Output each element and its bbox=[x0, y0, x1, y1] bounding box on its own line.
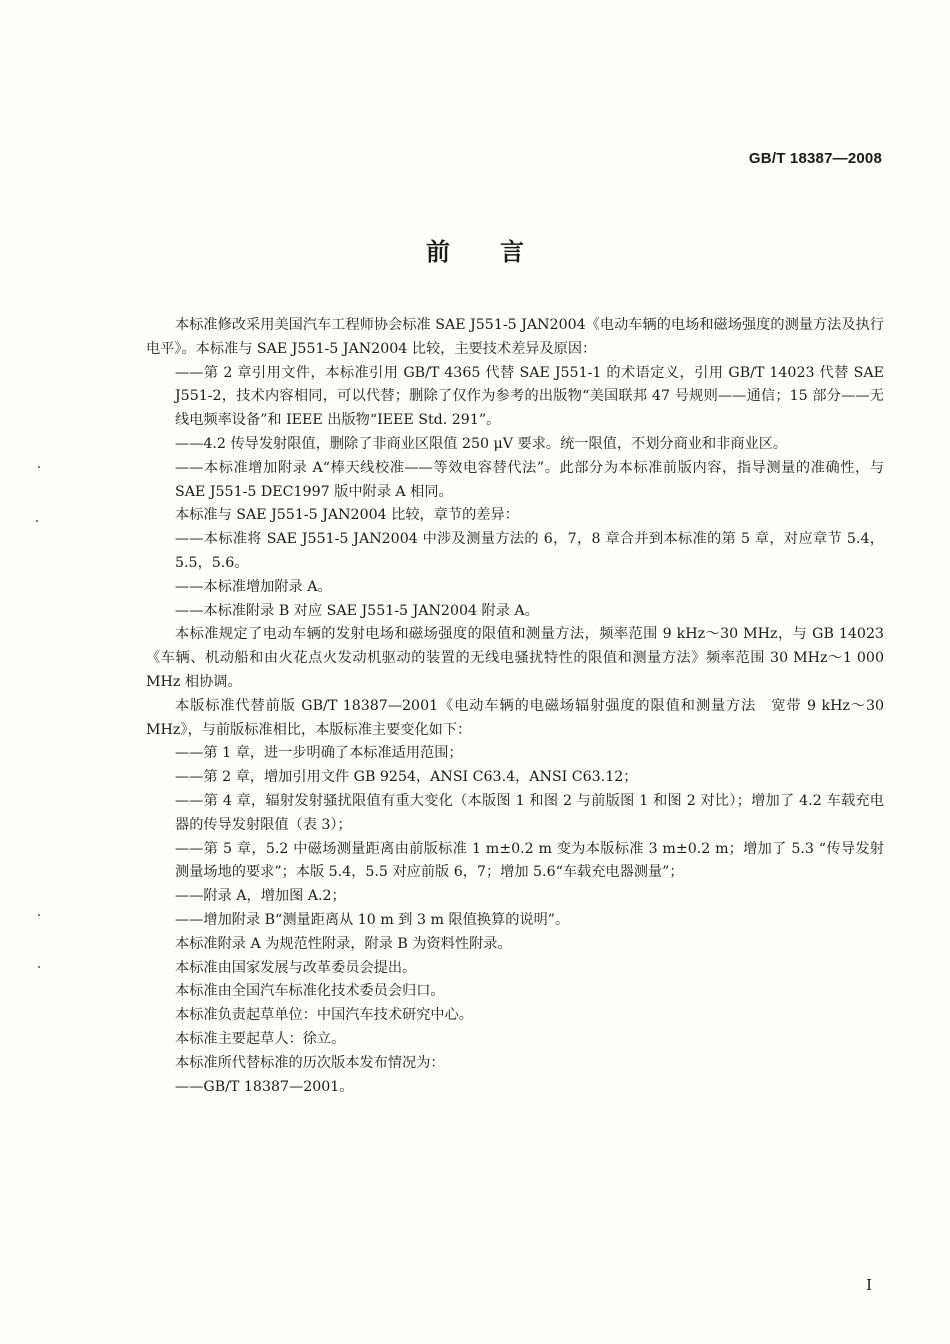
paragraph: 本标准由国家发展与改革委员会提出。 bbox=[175, 959, 417, 976]
scan-speck bbox=[38, 466, 40, 468]
list-item: ——4.2 传导发射限值，删除了非商业区限值 250 μV 要求。统一限值，不划分商业和非商业区。 bbox=[175, 435, 788, 452]
list-item: ——本标准增加附录 A“棒天线校准——等效电容替代法”。此部分为本标准前版内容，指导测量的准确性，与 SAE J551-5 DEC1997 版中附录 A 相同。 bbox=[175, 459, 884, 500]
list-item: ——本标准附录 B 对应 SAE J551-5 JAN2004 附录 A。 bbox=[175, 602, 539, 619]
page-title: 前言 bbox=[426, 238, 574, 266]
scan-speck bbox=[38, 966, 40, 968]
standard-number: GB/T 18387—2008 bbox=[748, 150, 882, 167]
list-item: ——GB/T 18387—2001。 bbox=[175, 1078, 354, 1095]
paragraph: 本标准规定了电动车辆的发射电场和磁场强度的限值和测量方法，频率范围 9 kHz～30 MHz，与 GB 14023《车辆、机动船和由火花点火发动机驱动的装置的无线电骚扰特性的限值和测量方法》频率范围 30 MHz～1 000 MHz 相协调。 bbox=[146, 626, 884, 690]
list-item: ——第 4 章，辐射发射骚扰限值有重大变化（本版图 1 和图 2 与前版图 1 和图 2 对比）；增加了 4.2 车载充电器的传导发射限值（表 3）； bbox=[175, 792, 884, 833]
list-item: ——第 1 章，进一步明确了本标准适用范围； bbox=[175, 745, 463, 762]
paragraph: 本标准修改采用美国汽车工程师协会标准 SAE J551-5 JAN2004《电动车辆的电场和磁场强度的测量方法及执行电平》。本标准与 SAE J551-5 JAN2004 比较，主要技术差异及原因： bbox=[146, 317, 884, 357]
scan-speck bbox=[36, 520, 38, 522]
list-item: ——附录 A，增加图 A.2； bbox=[175, 888, 346, 905]
paragraph: 本标准附录 A 为规范性附录，附录 B 为资料性附录。 bbox=[175, 935, 512, 952]
list-item: ——本标准增加附录 A。 bbox=[175, 578, 332, 595]
paragraph: 本标准所代替标准的历次版本发布情况为： bbox=[175, 1054, 445, 1071]
foreword-body bbox=[146, 314, 884, 1099]
paragraph: 本标准与 SAE J551-5 JAN2004 比较，章节的差异： bbox=[175, 507, 519, 524]
paragraph: 本标准负责起草单位：中国汽车技术研究中心。 bbox=[175, 1007, 473, 1024]
list-item: ——第 2 章，增加引用文件 GB 9254，ANSI C63.4，ANSI C63.12； bbox=[175, 769, 638, 786]
paragraph: 本版标准代替前版 GB/T 18387—2001《电动车辆的电磁场辐射强度的限值和测量方法 宽带 9 kHz～30 MHz》，与前版标准相比，本版标准主要变化如下： bbox=[146, 697, 884, 738]
scan-speck bbox=[38, 914, 40, 916]
paragraph: 本标准主要起草人：徐立。 bbox=[175, 1030, 346, 1047]
page-number: I bbox=[866, 1276, 872, 1294]
list-item: ——本标准将 SAE J551-5 JAN2004 中涉及测量方法的 6，7，8 章合并到本标准的第 5 章，对应章节 5.4，5.5，5.6。 bbox=[175, 531, 884, 571]
list-item: ——第 5 章，5.2 中磁场测量距离由前版标准 1 m±0.2 m 变为本版标准 3 m±0.2 m；增加了 5.3 “传导发射测量场地的要求”；本版 5.4，5.5 对应前版 6，7；增加 5.6“车载充电器测量”； bbox=[175, 840, 884, 881]
list-item: ——增加附录 B“测量距离从 10 m 到 3 m 限值换算的说明”。 bbox=[175, 911, 570, 928]
paragraph: 本标准由全国汽车标准化技术委员会归口。 bbox=[175, 983, 445, 1000]
list-item: ——第 2 章引用文件，本标准引用 GB/T 4365 代替 SAE J551-1 的术语定义，引用 GB/T 14023 代替 SAE J551-2，技术内容相同，可以代替；删除了仅作为参考的出版物“美国联邦 47 号规则——通信；15 部分——无线电频率设备”和 IEEE 出版物“IEEE Std. 291”。 bbox=[175, 364, 884, 429]
